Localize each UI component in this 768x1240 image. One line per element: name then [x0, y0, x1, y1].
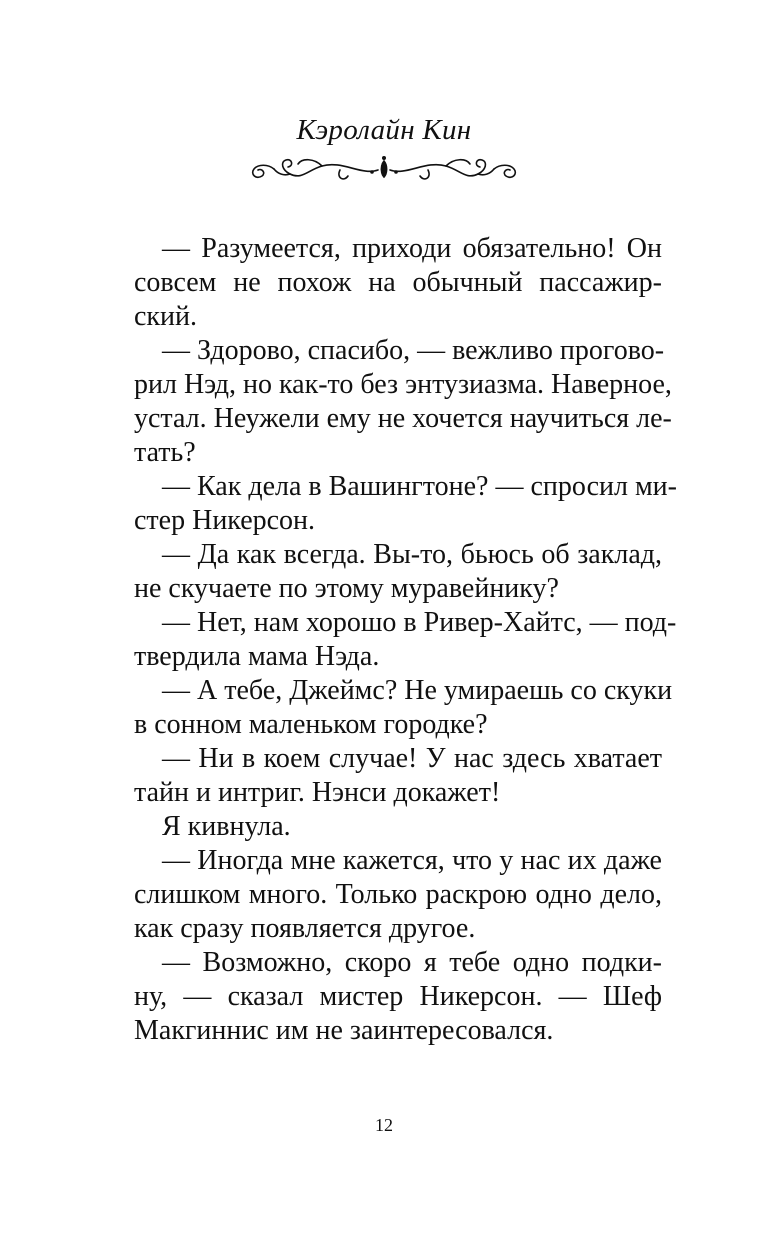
text-line: — Да как всегда. Вы-то, бьюсь об заклад, [162, 539, 662, 570]
running-header [0, 112, 768, 186]
text-line: твердила мама Нэда. [134, 641, 380, 672]
text-line: стер Никерсон. [134, 505, 316, 536]
text-line: ну, — сказал мистер Никерсон. — Шеф [134, 981, 662, 1012]
text-line: слишком много. Только раскрою одно дело, [134, 879, 662, 910]
text-line: совсем не похож на обычный пассажир- [134, 267, 662, 298]
text-line: — А тебе, Джеймс? Не умираешь со скуки [162, 675, 673, 706]
text-line: — Иногда мне кажется, что у нас их даже [162, 845, 662, 876]
page-number: 12 [375, 1115, 393, 1135]
author-name: Кэролайн Кин [296, 114, 472, 146]
text-line: — Здорово, спасибо, — вежливо прогово- [162, 335, 665, 366]
text-line: — Как дела в Вашингтоне? — спросил ми- [162, 471, 677, 502]
text-line: Я кивнула. [162, 811, 291, 842]
text-line: — Возможно, скоро я тебе одно подки- [162, 947, 662, 978]
text-line: как сразу появляется другое. [134, 913, 476, 944]
text-line: — Ни в коем случае! У нас здесь хватает [162, 743, 662, 774]
text-line: устал. Неужели ему не хочется научиться ле- [134, 403, 672, 434]
flourish-ornament-icon [244, 152, 524, 186]
text-line: — Нет, нам хорошо в Ривер-Хайтс, — под- [162, 607, 677, 638]
text-line: Макгиннис им не заинтересовался. [134, 1015, 554, 1046]
text-line: — Разумеется, приходи обязательно! Он [162, 233, 662, 264]
text-line: ский. [134, 301, 197, 332]
text-line: не скучаете по этому муравейнику? [134, 573, 559, 604]
page-body-text [134, 232, 677, 1048]
text-line: в сонном маленьком городке? [134, 709, 488, 740]
text-line: рил Нэд, но как-то без энтузиазма. Наверное, [134, 369, 672, 400]
text-line: тайн и интриг. Нэнси докажет! [134, 777, 501, 808]
text-line: тать? [134, 437, 196, 468]
